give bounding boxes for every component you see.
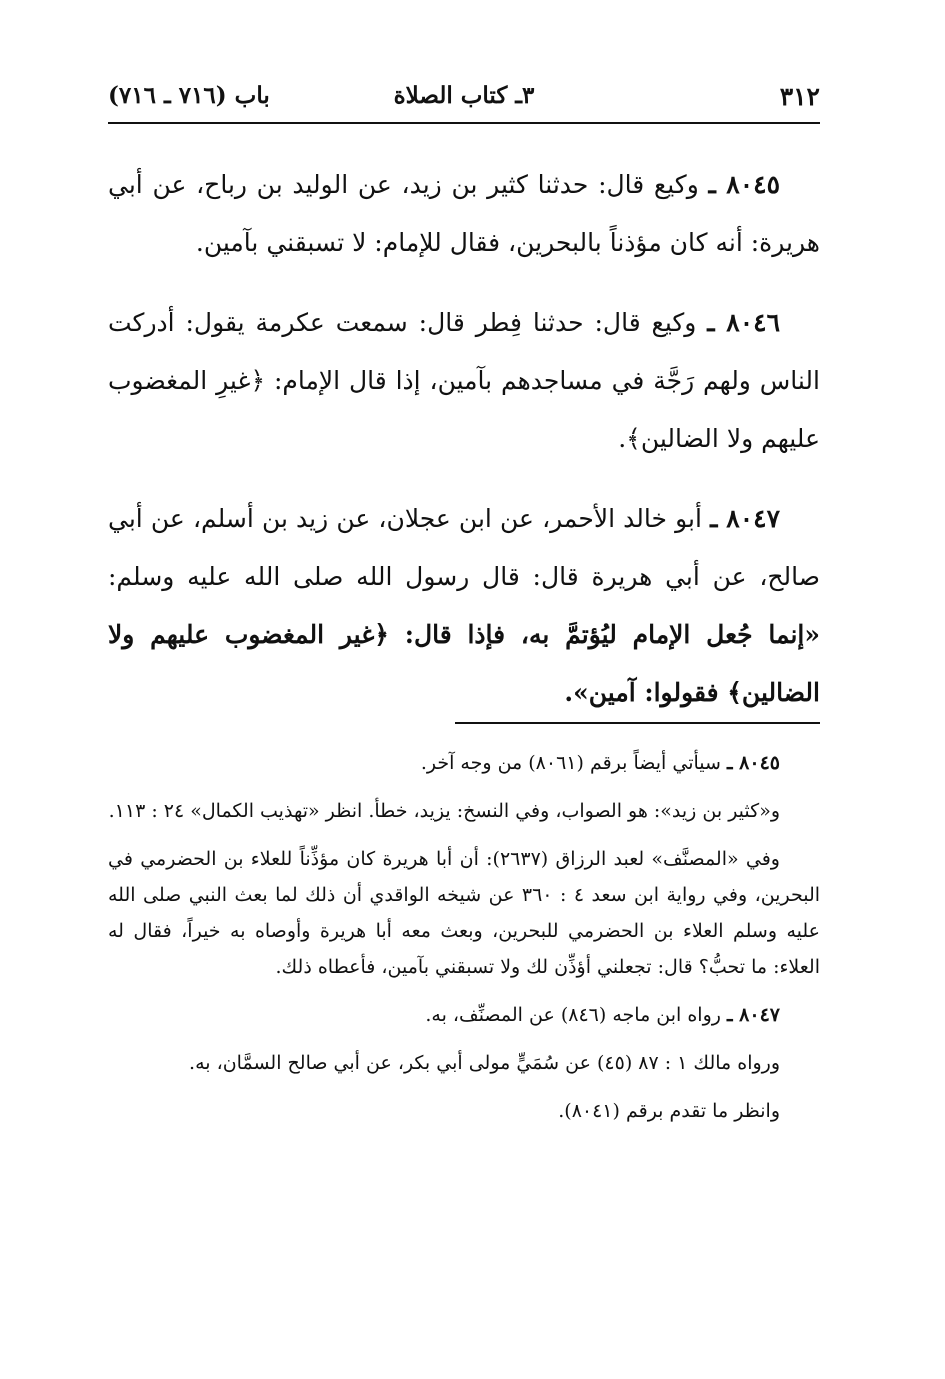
hadith-matn: «إنما جُعل الإمام ليُؤتمَّ به، فإذا قال: ﴿غير المغضوب عليهم ولا الضالين﴾ فقولوا: آمين». <box>108 620 820 707</box>
hadith-text: أبو خالد الأحمر، عن ابن عجلان، عن زيد بن أسلم، عن أبي صالح، عن أبي هريرة قال: قال رسول الله صلى الله عليه وسلم: <box>108 504 820 591</box>
footnote-text: رواه ابن ماجه (٨٤٦) عن المصنِّف، به. <box>425 1004 721 1026</box>
footnote-text: وفي «المصنَّف» لعبد الرزاق (٢٦٣٧): أن أبا هريرة كان مؤذِّناً للعلاء بن الحضرمي في البحرين، وفي رواية ابن سعد ٤ : ٣٦٠ عن شيخه الواقدي أن ذلك لما بعث النبي صلى الله عليه وسلم العلاء بن الحضرمي للبحرين، وبعث معه أبا هريرة وأوصاه به خيراً، فقال له العلاء: ما تحبُّ؟ قال: تجعلني أؤذِّن لك ولا تسبقني بآمين، فأعطاه ذلك. <box>108 848 821 978</box>
page-header <box>108 78 820 124</box>
page-number: ٣١٢ <box>779 82 820 111</box>
hadith-8045 <box>108 156 820 272</box>
hadith-number: ٨٠٤٧ ـ <box>710 504 781 533</box>
footnote <box>108 1045 820 1081</box>
footnote-text: ورواه مالك ١ : ٨٧ (٤٥) عن سُمَيٍّ مولى أبي بكر، عن أبي صالح السمَّان، به. <box>189 1052 780 1074</box>
hadith-8047 <box>108 490 820 722</box>
chapter-range: باب (٧١٦ ـ ٧١٦) <box>108 82 270 109</box>
hadith-text: وكيع قال: حدثنا فِطر قال: سمعت عكرمة يقول: أدركت الناس ولهم رَجَّة في مساجدهم بآمين، إذا قال الإمام: ﴿غيرِ المغضوب عليهم ولا الضالين﴾. <box>108 308 821 453</box>
hadith-number: ٨٠٤٥ ـ <box>708 170 780 199</box>
footnote-number: ٨٠٤٧ ـ <box>726 1004 780 1026</box>
footnote <box>108 1093 820 1129</box>
chapter-title: ٣ـ كتاب الصلاة <box>393 82 535 109</box>
footnote-number: ٨٠٤٥ ـ <box>726 752 780 774</box>
footnote <box>108 793 820 829</box>
footnote-divider <box>455 722 820 724</box>
footnote-text: و«كثير بن زيد»: هو الصواب، وفي النسخ: يزيد، خطأ. انظر «تهذيب الكمال» ٢٤ : ١١٣. <box>108 800 780 822</box>
footnote-text: وانظر ما تقدم برقم (٨٠٤١). <box>558 1100 780 1122</box>
footnote <box>108 745 820 781</box>
footnotes <box>108 745 820 1141</box>
hadith-number: ٨٠٤٦ ـ <box>707 308 781 337</box>
hadith-text: وكيع قال: حدثنا كثير بن زيد، عن الوليد بن رباح، عن أبي هريرة: أنه كان مؤذناً بالبحرين، فقال للإمام: لا تسبقني بآمين. <box>108 170 820 257</box>
footnote <box>108 997 820 1033</box>
footnote <box>108 841 820 985</box>
footnote-text: سيأتي أيضاً برقم (٨٠٦١) من وجه آخر. <box>420 752 721 774</box>
main-text <box>108 156 820 744</box>
hadith-8046 <box>108 294 820 468</box>
